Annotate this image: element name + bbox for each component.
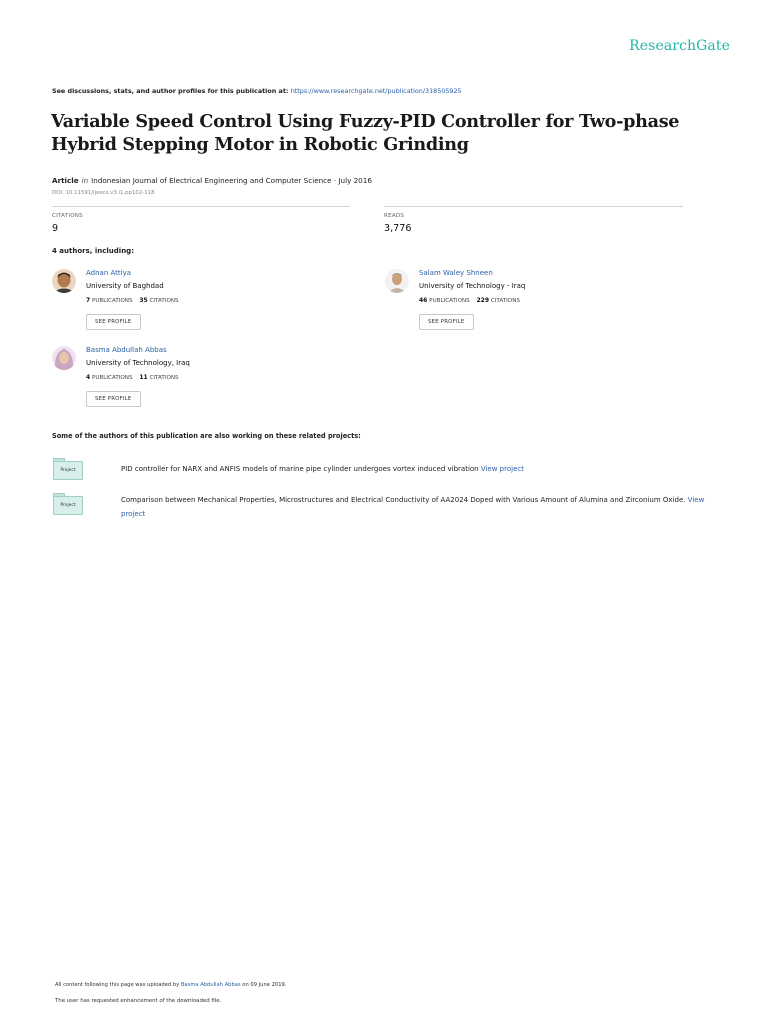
reads-count: 3,776 [384, 223, 412, 234]
citations-label: CITATIONS [149, 298, 179, 304]
author-avatar[interactable] [52, 346, 76, 370]
publications-label: PUBLICATIONS [91, 298, 133, 304]
reads-label: READS [384, 213, 405, 219]
author-avatar[interactable] [385, 269, 409, 293]
citations-label: CITATIONS [149, 375, 179, 381]
project-folder-icon[interactable] [53, 458, 83, 480]
project-title: PID controller for NARX and ANFIS models of marine pipe cylinder undergoes vortex induced vibration [121, 465, 479, 473]
project-folder-icon[interactable] [53, 493, 83, 515]
divider-citations [52, 206, 350, 207]
researchgate-logo[interactable]: ResearchGate [629, 38, 730, 54]
publications-count: 7 [86, 297, 91, 304]
author-institution: University of Baghdad [86, 282, 164, 290]
publication-title: Variable Speed Control Using Fuzzy-PID Controller for Two-phase Hybrid Stepping Motor in Robotic Grinding [51, 111, 680, 155]
project-icon-label: Project [53, 496, 83, 515]
author-stats [86, 297, 179, 304]
see-profile-button[interactable]: SEE PROFILE [86, 314, 141, 330]
view-project-link[interactable]: View project [480, 465, 524, 473]
view-project-link[interactable]: View project [121, 496, 705, 518]
upload-notice-suffix: on 09 June 2019. [242, 982, 287, 988]
in-label: in [81, 176, 89, 185]
see-profile-button[interactable]: SEE PROFILE [419, 314, 474, 330]
doi: DOI: 10.11591/ijeecs.v3.i1.pp102-118 [52, 190, 155, 196]
author-avatar[interactable] [52, 269, 76, 293]
authors-heading: 4 authors, including: [52, 247, 134, 255]
author-institution: University of Technology, Iraq [86, 359, 190, 367]
article-type: Article [52, 176, 79, 185]
author-institution: University of Technology - Iraq [419, 282, 526, 290]
enhancement-notice: The user has requested enhancement of the downloaded file. [55, 998, 222, 1004]
publication-url-link[interactable]: https://www.researchgate.net/publication/318505925 [290, 87, 462, 95]
journal-name: Indonesian Journal of Electrical Engineering and Computer Science · July 2016 [91, 176, 372, 185]
related-projects-heading: Some of the authors of this publication are also working on these related projects: [52, 432, 361, 440]
citations-label: CITATIONS [52, 213, 83, 219]
publications-label: PUBLICATIONS [429, 298, 470, 304]
project-description [121, 462, 713, 476]
see-profile-button[interactable]: SEE PROFILE [86, 391, 141, 407]
project-title: Comparison between Mechanical Properties, Microstructures and Electrical Conductivity of AA2024 Doped with Various Amount of Alumina and Zirconium Oxide. [121, 496, 686, 504]
publications-label: PUBLICATIONS [91, 375, 133, 381]
disclaimer-text: See discussions, stats, and author profiles for this publication at: [52, 87, 289, 95]
author-name[interactable]: Adnan Attiya [86, 269, 132, 277]
project-description [121, 493, 713, 521]
publications-count: 46 [419, 297, 428, 304]
citations-count: 229 [476, 297, 490, 304]
upload-notice-prefix: All content following this page was uploaded by [55, 982, 180, 988]
publication-meta [52, 176, 372, 185]
uploader-link[interactable]: Basma Abdullah Abbas [180, 982, 241, 988]
citations-count: 35 [139, 297, 148, 304]
author-name[interactable]: Salam Waley Shneen [419, 269, 493, 277]
citations-count: 11 [139, 374, 148, 381]
author-stats [86, 374, 179, 381]
disclaimer [52, 87, 462, 95]
citations-label: CITATIONS [490, 298, 520, 304]
publications-count: 4 [86, 374, 91, 381]
citations-count: 9 [52, 223, 59, 234]
upload-notice [55, 982, 286, 988]
author-name[interactable]: Basma Abdullah Abbas [86, 346, 167, 354]
author-stats [419, 297, 520, 304]
project-icon-label: Project [53, 461, 83, 480]
divider-reads [384, 206, 683, 207]
